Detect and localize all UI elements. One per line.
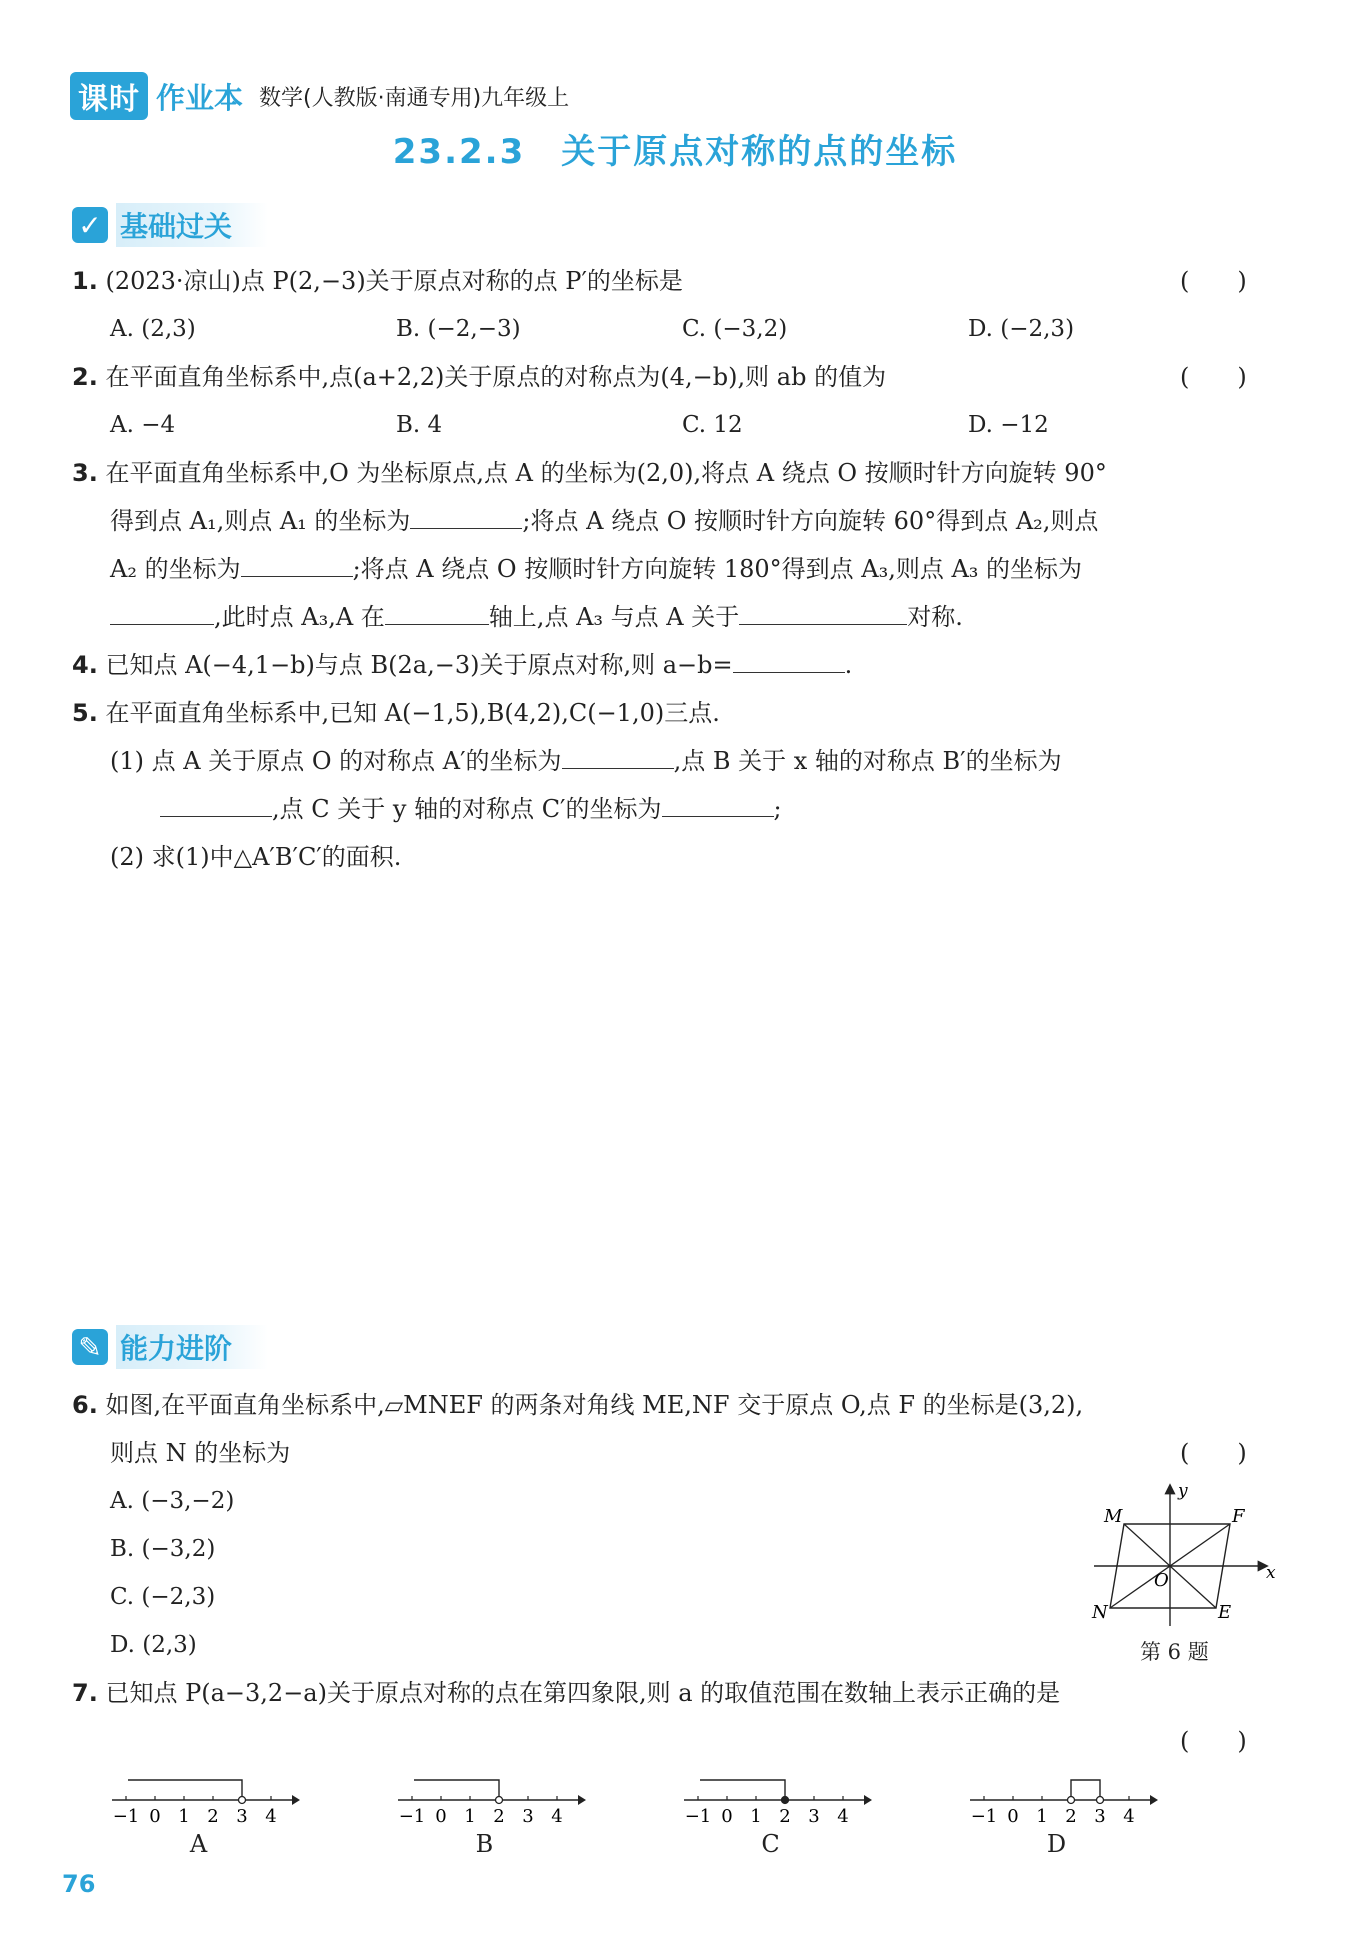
q5-part-1-line-1 (110, 746, 1062, 776)
label-y: y (1178, 1481, 1188, 1501)
q3-blank-5[interactable] (739, 602, 907, 625)
solution-range (128, 1780, 242, 1800)
q3-number: 3. (72, 459, 98, 487)
q3-line-2 (110, 506, 1098, 536)
q5-blank-2[interactable] (160, 794, 272, 817)
section-advanced-label: 能力进阶 (116, 1325, 268, 1369)
q4-text: 已知点 A(−4,1−b)与点 B(2a,−3)关于原点对称,则 a−b= (105, 651, 733, 679)
q5-part-1-line-2 (160, 794, 782, 824)
q3-blank-2[interactable] (241, 554, 353, 577)
section-basic-label: 基础过关 (116, 203, 268, 247)
q6-option-c: C. (−2,3) (110, 1584, 216, 1610)
q1-number: 1. (72, 267, 98, 295)
tick-label: 1 (1036, 1806, 1048, 1827)
q2-number: 2. (72, 363, 98, 391)
q1-option-d: D. (−2,3) (968, 316, 1075, 342)
number-line-arrow (1150, 1795, 1158, 1805)
tick-label: 2 (1065, 1806, 1077, 1827)
label-n: N (1092, 1602, 1108, 1623)
q1-option-a: A. (2,3) (110, 316, 196, 342)
q7-text: 已知点 P(a−3,2−a)关于原点对称的点在第四象限,则 a 的取值范围在数轴上表示正确的是 (105, 1679, 1061, 1707)
label-m: M (1104, 1506, 1123, 1527)
q5-p1-text-d: ; (773, 795, 782, 823)
page-number: 76 (62, 1870, 96, 1898)
q1-option-b: B. (−2,−3) (396, 316, 521, 342)
tick-label: 0 (721, 1806, 733, 1827)
closed-endpoint (782, 1797, 789, 1804)
tick-label: 4 (837, 1806, 849, 1827)
q4-blank[interactable] (733, 650, 845, 673)
tick-label: −1 (970, 1806, 998, 1827)
q3-blank-3[interactable] (110, 602, 214, 625)
choice-label-b: B (475, 1830, 494, 1858)
question-1 (72, 266, 683, 296)
q6-option-a: A. (−3,−2) (110, 1488, 235, 1514)
tick-label: 0 (149, 1806, 161, 1827)
q1-text: (2023·凉山)点 P(2,−3)关于原点对称的点 P′的坐标是 (105, 267, 683, 295)
brand-name: 作业本 (156, 80, 244, 115)
tick-label: 3 (1094, 1806, 1106, 1827)
q3-l2-text-a: 得到点 A₁,则点 A₁ 的坐标为 (110, 507, 411, 535)
q3-blank-1[interactable] (410, 506, 522, 529)
tick-label: 3 (808, 1806, 820, 1827)
label-f: F (1232, 1506, 1245, 1527)
brand-logo: 课时 (70, 72, 148, 120)
open-endpoint (239, 1797, 246, 1804)
q6-line-1: 如图,在平面直角坐标系中,▱MNEF 的两条对角线 ME,NF 交于原点 O,点 F 的坐标是(3,2), (105, 1391, 1084, 1419)
q1-answer-paren: ( ) (1180, 267, 1247, 295)
solution-range (700, 1780, 785, 1800)
tick-label: 0 (435, 1806, 447, 1827)
number-line-b (398, 1762, 588, 1828)
section-advanced (72, 1326, 268, 1368)
q5-blank-3[interactable] (662, 794, 774, 817)
q5-part-2: (2) 求(1)中△A′B′C′的面积. (110, 843, 402, 871)
q2-text: 在平面直角坐标系中,点(a+2,2)关于原点的对称点为(4,−b),则 ab 的值为 (105, 363, 887, 391)
q3-l4-text-a: ,此时点 A₃,A 在 (214, 603, 385, 631)
choice-label-d: D (1046, 1830, 1067, 1858)
number-line-arrow (292, 1795, 300, 1805)
q5-p1-text-b: ,点 B 关于 x 轴的对称点 B′的坐标为 (673, 747, 1062, 775)
q5-p1-text-a: (1) 点 A 关于原点 O 的对称点 A′的坐标为 (110, 747, 562, 775)
open-endpoint (1097, 1797, 1104, 1804)
question-2 (72, 362, 886, 392)
tick-label: 2 (493, 1806, 505, 1827)
q4-number: 4. (72, 651, 98, 679)
tick-label: 1 (464, 1806, 476, 1827)
number-line-a (112, 1762, 302, 1828)
question-5 (72, 698, 720, 728)
q2-option-c: C. 12 (682, 412, 743, 438)
number-line-d (970, 1762, 1160, 1828)
q2-option-a: A. −4 (110, 412, 176, 438)
q3-l3-text-a: A₂ 的坐标为 (110, 555, 241, 583)
label-x: x (1266, 1563, 1276, 1583)
choice-label-c: C (761, 1830, 780, 1858)
section-basic (72, 204, 268, 246)
q6-option-d: D. (2,3) (110, 1632, 197, 1658)
tick-label: 1 (178, 1806, 190, 1827)
tick-label: −1 (398, 1806, 426, 1827)
q3-line-1: 在平面直角坐标系中,O 为坐标原点,点 A 的坐标为(2,0),将点 A 绕点 O 按顺时针方向旋转 90° (105, 459, 1107, 487)
q3-line-3 (110, 554, 1082, 584)
checkmark-icon: ✓ (72, 207, 108, 243)
q3-l3-text-b: ;将点 A 绕点 O 按顺时针方向旋转 180°得到点 A₃,则点 A₃ 的坐标为 (352, 555, 1083, 583)
choice-label-a: A (189, 1830, 208, 1858)
q5-text: 在平面直角坐标系中,已知 A(−1,5),B(4,2),C(−1,0)三点. (105, 699, 720, 727)
tick-label: 2 (207, 1806, 219, 1827)
number-line-c (684, 1762, 874, 1828)
tick-label: 3 (522, 1806, 534, 1827)
q1-option-c: C. (−3,2) (682, 316, 788, 342)
q6-line-2: 则点 N 的坐标为 (110, 1439, 291, 1467)
book-subtitle: 数学(人教版·南通专用)九年级上 (259, 85, 570, 111)
tick-label: 4 (265, 1806, 277, 1827)
q3-blank-4[interactable] (385, 602, 489, 625)
question-4 (72, 650, 852, 680)
number-line-arrow (578, 1795, 586, 1805)
q4-end: . (844, 651, 853, 679)
solution-range (414, 1780, 499, 1800)
tick-label: 0 (1007, 1806, 1019, 1827)
tick-label: −1 (112, 1806, 140, 1827)
question-6 (72, 1390, 1083, 1420)
q7-number: 7. (72, 1679, 98, 1707)
solution-range (1071, 1780, 1100, 1800)
number-line-arrow (864, 1795, 872, 1805)
q5-p1-text-c: ,点 C 关于 y 轴的对称点 C′的坐标为 (272, 795, 662, 823)
q3-l4-text-b: 轴上,点 A₃ 与点 A 关于 (488, 603, 740, 631)
q2-option-b: B. 4 (396, 412, 443, 438)
header-brand (70, 72, 569, 120)
q6-number: 6. (72, 1391, 98, 1419)
page-title: 23.2.3 关于原点对称的点的坐标 (392, 132, 958, 172)
q5-blank-1[interactable] (562, 746, 674, 769)
tick-label: −1 (684, 1806, 712, 1827)
q3-l4-text-c: 对称. (907, 603, 963, 631)
open-endpoint (1068, 1797, 1075, 1804)
question-3 (72, 458, 1107, 488)
q3-line-4 (110, 602, 963, 632)
q3-l2-text-b: ;将点 A 绕点 O 按顺时针方向旋转 60°得到点 A₂,则点 (522, 507, 1099, 535)
q7-answer-paren: ( ) (1180, 1727, 1247, 1755)
q6-parallelogram-figure (1090, 1478, 1280, 1630)
question-7 (72, 1678, 1060, 1708)
tick-label: 2 (779, 1806, 791, 1827)
q6-option-b: B. (−3,2) (110, 1536, 216, 1562)
tick-label: 4 (551, 1806, 563, 1827)
q2-answer-paren: ( ) (1180, 363, 1247, 391)
tick-label: 3 (236, 1806, 248, 1827)
tick-label: 1 (750, 1806, 762, 1827)
q5-number: 5. (72, 699, 98, 727)
q6-figure-caption: 第 6 题 (1140, 1640, 1209, 1664)
label-o: O (1154, 1570, 1169, 1591)
tick-label: 4 (1123, 1806, 1135, 1827)
label-e: E (1218, 1602, 1232, 1623)
q2-option-d: D. −12 (968, 412, 1049, 438)
pencil-icon: ✎ (72, 1329, 108, 1365)
q6-answer-paren: ( ) (1180, 1439, 1247, 1467)
open-endpoint (496, 1797, 503, 1804)
